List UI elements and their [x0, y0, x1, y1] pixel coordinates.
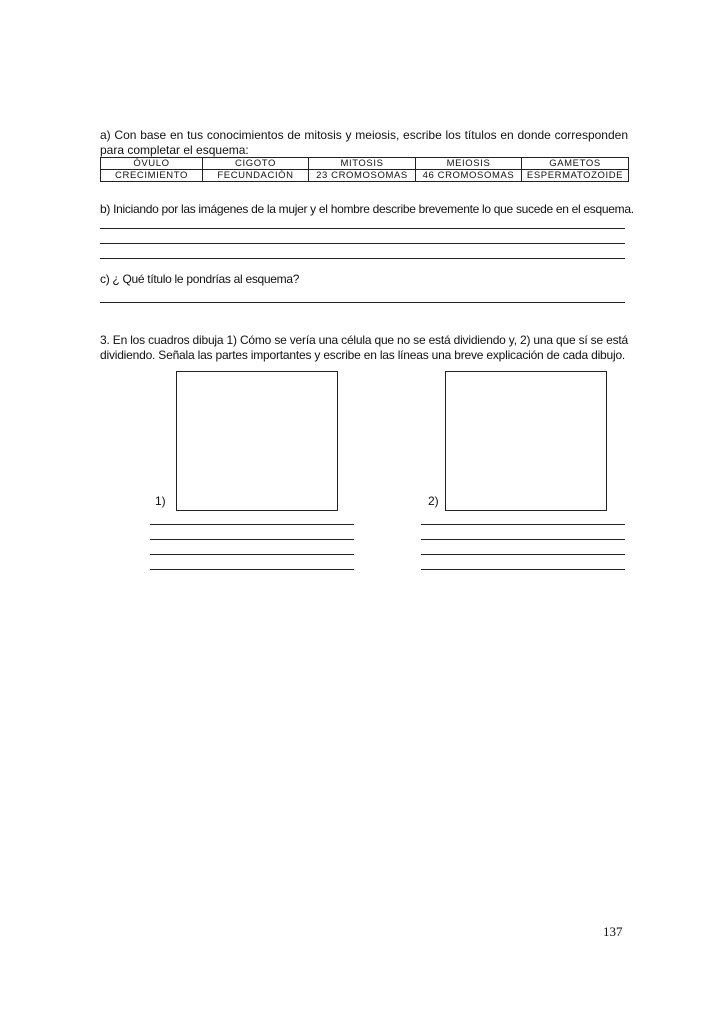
- explanation-line[interactable]: [150, 524, 354, 525]
- drawing-box-2[interactable]: [445, 371, 607, 511]
- table-cell: CIGOTO: [203, 158, 309, 170]
- explanation-line[interactable]: [421, 569, 625, 570]
- table-cell: MITOSIS: [309, 158, 416, 170]
- table-row: [101, 170, 629, 182]
- page-number: 137: [603, 924, 623, 939]
- explanation-line[interactable]: [421, 524, 625, 525]
- answer-line[interactable]: [100, 243, 625, 244]
- explanation-line[interactable]: [150, 554, 354, 555]
- instruction-a: a) Con base en tus conocimientos de mitosis y meiosis, escribe los títulos en donde corresponden para completar el esquema:: [100, 128, 628, 157]
- table-cell: ESPERMATOZOIDE: [522, 170, 629, 182]
- box-2-label: 2): [428, 494, 439, 508]
- instruction-c: c) ¿ Qué título le pondrías al esquema?: [100, 272, 300, 286]
- box-1-label: 1): [155, 494, 166, 508]
- answer-line[interactable]: [100, 258, 625, 259]
- explanation-line[interactable]: [421, 539, 625, 540]
- table-cell: 23 CROMOSOMAS: [309, 170, 416, 182]
- explanation-line[interactable]: [150, 539, 354, 540]
- table-cell: MEIOSIS: [416, 158, 522, 170]
- answer-line[interactable]: [100, 228, 625, 229]
- drawing-box-1[interactable]: [176, 371, 338, 511]
- table-cell: ÓVULO: [101, 158, 203, 170]
- terms-table: [100, 157, 629, 182]
- table-cell: 46 CROMOSOMAS: [416, 170, 522, 182]
- table-cell: GAMETOS: [522, 158, 629, 170]
- instruction-3: 3. En los cuadros dibuja 1) Cómo se vería una célula que no se está dividiendo y, 2) una que sí se está dividiendo. Señala las partes importantes y escribe en las líneas una breve explicación de cada dibujo.: [100, 333, 628, 362]
- answer-line[interactable]: [100, 302, 625, 303]
- explanation-line[interactable]: [421, 554, 625, 555]
- instruction-b: b) Iniciando por las imágenes de la mujer y el hombre describe brevemente lo que sucede en el esquema.: [100, 202, 634, 216]
- table-row: [101, 158, 629, 170]
- table-cell: FECUNDACIÓN: [203, 170, 309, 182]
- explanation-line[interactable]: [150, 569, 354, 570]
- table-cell: CRECIMIENTO: [101, 170, 203, 182]
